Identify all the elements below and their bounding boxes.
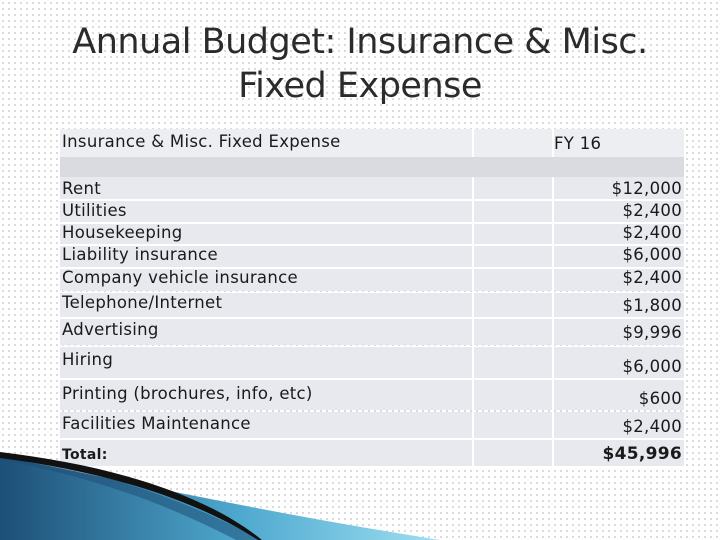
row-value-printing: $600	[638, 389, 682, 408]
row-label-telephone: Telephone/Internet	[62, 293, 223, 312]
row-value-utilities: $2,400	[622, 201, 682, 220]
slide-title-line-1: Annual Budget: Insurance & Misc.	[72, 22, 648, 62]
table-row	[60, 347, 684, 378]
row-label-hiring: Hiring	[62, 350, 114, 369]
row-value-telephone: $1,800	[622, 296, 682, 315]
budget-table-row-hiring	[60, 347, 684, 378]
total-label: Total:	[62, 447, 108, 463]
budget-table-row-advertising	[60, 319, 684, 345]
row-value-hiring: $6,000	[622, 357, 682, 376]
table-row	[60, 380, 684, 410]
table-cell-spacer	[474, 177, 554, 291]
total-value: $45,996	[602, 444, 682, 464]
row-value-vehicle-insurance: $2,400	[622, 268, 682, 287]
budget-table-group-1	[60, 177, 684, 291]
table-cell-spacer	[474, 293, 554, 317]
slide-title-line-2: Fixed Expense	[238, 66, 482, 106]
budget-table-row-printing	[60, 380, 684, 410]
row-label-housekeeping: Housekeeping	[62, 223, 183, 242]
row-divider	[60, 199, 684, 201]
table-cell-spacer	[474, 380, 554, 410]
row-label-advertising: Advertising	[62, 320, 159, 339]
table-row	[60, 412, 684, 438]
table-cell-spacer	[474, 319, 554, 345]
table-header-label: Insurance & Misc. Fixed Expense	[62, 132, 341, 151]
table-header-spacer	[474, 129, 554, 157]
slide-title	[0, 20, 720, 108]
row-label-facilities: Facilities Maintenance	[62, 414, 251, 433]
decorative-swoosh	[0, 440, 720, 540]
table-row	[60, 293, 684, 317]
row-value-advertising: $9,996	[622, 323, 682, 342]
row-value-rent: $12,000	[611, 179, 682, 198]
budget-table	[60, 129, 684, 157]
row-label-printing: Printing (brochures, info, etc)	[62, 384, 313, 403]
budget-table-row-facilities	[60, 412, 684, 438]
budget-table-row-telephone	[60, 293, 684, 317]
table-header-band	[60, 157, 684, 177]
table-cell-label	[60, 347, 474, 378]
table-row	[60, 177, 684, 291]
row-value-facilities: $2,400	[622, 417, 682, 436]
table-header-year: FY 16	[554, 134, 602, 153]
row-label-liability: Liability insurance	[62, 245, 218, 264]
row-value-liability: $6,000	[622, 245, 682, 264]
row-label-vehicle-insurance: Company vehicle insurance	[62, 268, 298, 287]
table-cell-spacer	[474, 412, 554, 438]
table-header-row	[60, 129, 684, 157]
row-label-utilities: Utilities	[62, 201, 127, 220]
table-row	[60, 319, 684, 345]
table-cell-spacer	[474, 347, 554, 378]
row-value-housekeeping: $2,400	[622, 223, 682, 242]
row-label-rent: Rent	[62, 179, 102, 198]
